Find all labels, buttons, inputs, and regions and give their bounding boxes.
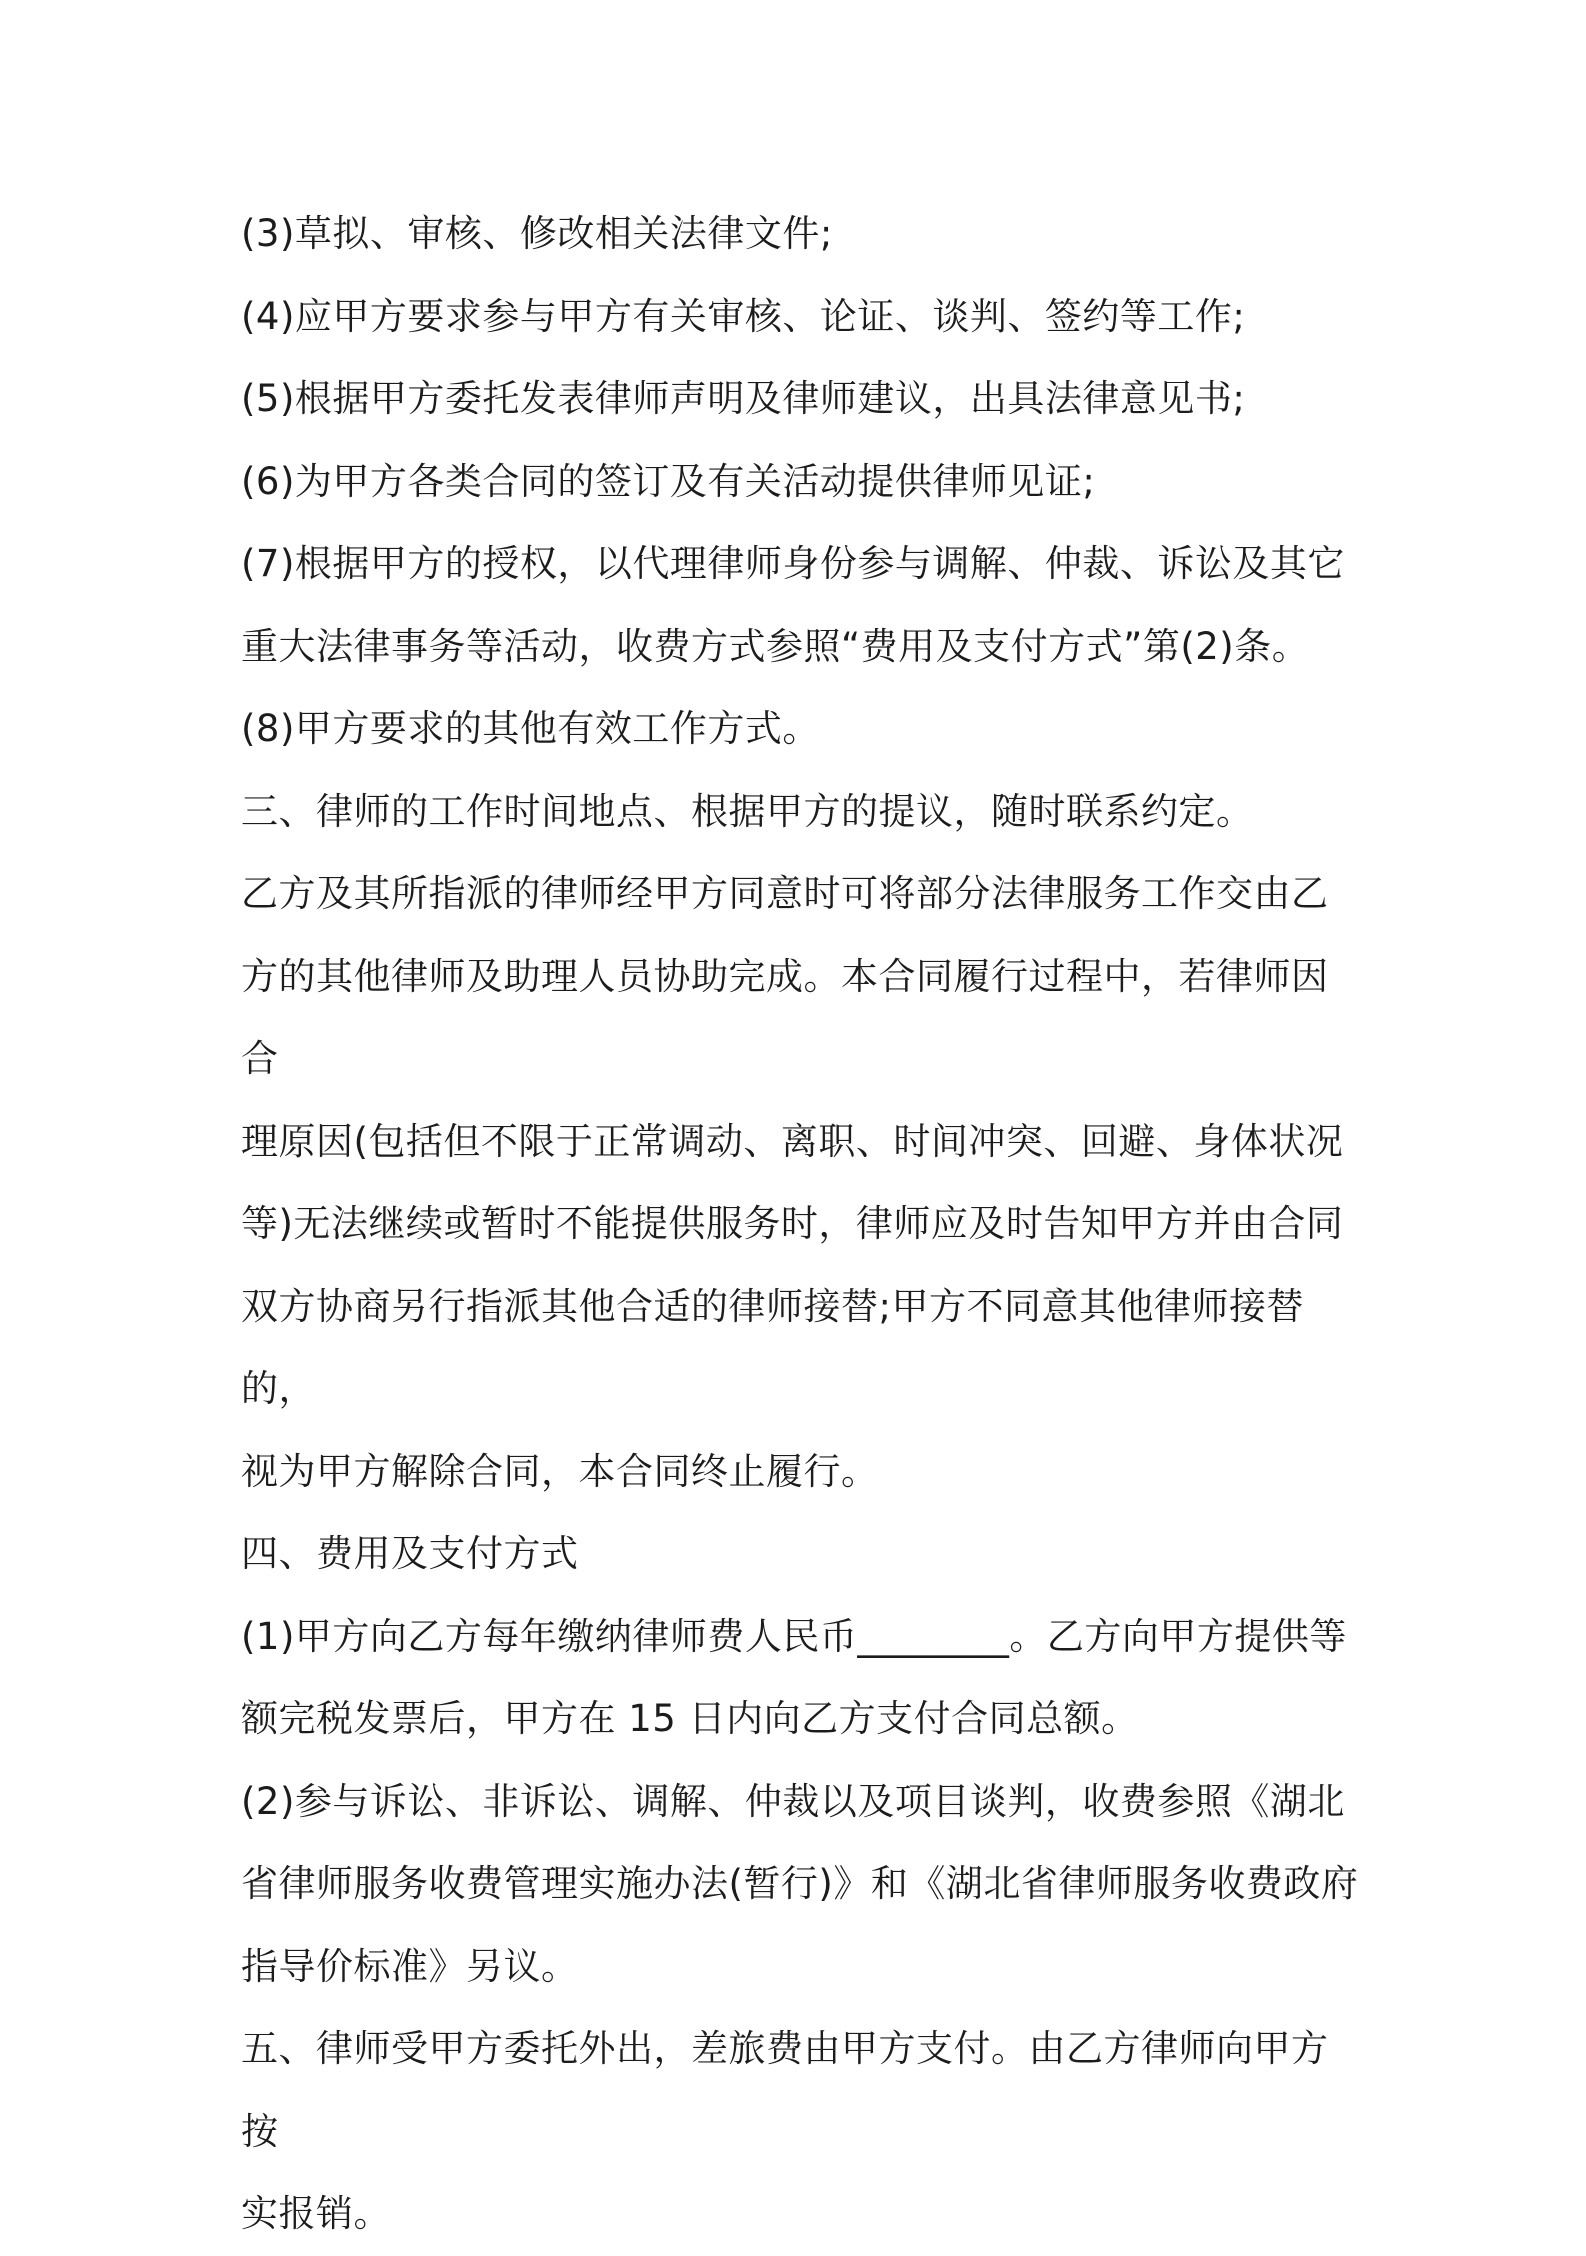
section-3-body: 乙方及其所指派的律师经甲方同意时可将部分法律服务工作交由乙 方的其他律师及助理人员协助完成。本合同履行过程中，若律师因合 理原因(包括但不限于正常调动、离职、时间冲突、回避、身体状况 等)无法继续或暂时不能提供服务时，律师应及时告知甲方并由合同 双方协商另行指派其他合适的律师接替;甲方不同意其他律师接替的， 视为甲方解除合同，本合同终止履行。: [241, 872, 1344, 1493]
clause-3: (3)草拟、审核、修改相关法律文件;: [241, 212, 833, 255]
clause-8: (8)甲方要求的其他有效工作方式。: [241, 707, 820, 750]
clause-6: (6)为甲方各类合同的签订及有关活动提供律师见证;: [241, 459, 1096, 503]
document-body: [241, 193, 1361, 2256]
section-4-heading: 四、费用及支付方式: [241, 1532, 579, 1575]
fee-clause-1: (1)甲方向乙方每年缴纳律师费人民币________。乙方向甲方提供等 额完税发票后，甲方在 15 日内向乙方支付合同总额。: [241, 1614, 1347, 1740]
clause-4: (4)应甲方要求参与甲方有关审核、论证、谈判、签约等工作;: [241, 294, 1246, 338]
section-3-heading: 三、律师的工作时间地点、根据甲方的提议，随时联系约定。: [241, 789, 1254, 833]
clause-7: (7)根据甲方的授权，以代理律师身份参与调解、仲裁、诉讼及其它 重大法律事务等活动，收费方式参照“费用及支付方式”第(2)条。: [241, 542, 1345, 668]
section-5-paragraph: 五、律师受甲方委托外出，差旅费由甲方支付。由乙方律师向甲方按 实报销。: [241, 2027, 1329, 2235]
fee-clause-2: (2)参与诉讼、非诉讼、调解、仲裁以及项目谈判，收费参照《湖北 省律师服务收费管理实施办法(暂行)》和《湖北省律师服务收费政府 指导价标准》另议。: [241, 1779, 1359, 1988]
clause-5: (5)根据甲方委托发表律师声明及律师建议，出具法律意见书;: [241, 377, 1246, 420]
